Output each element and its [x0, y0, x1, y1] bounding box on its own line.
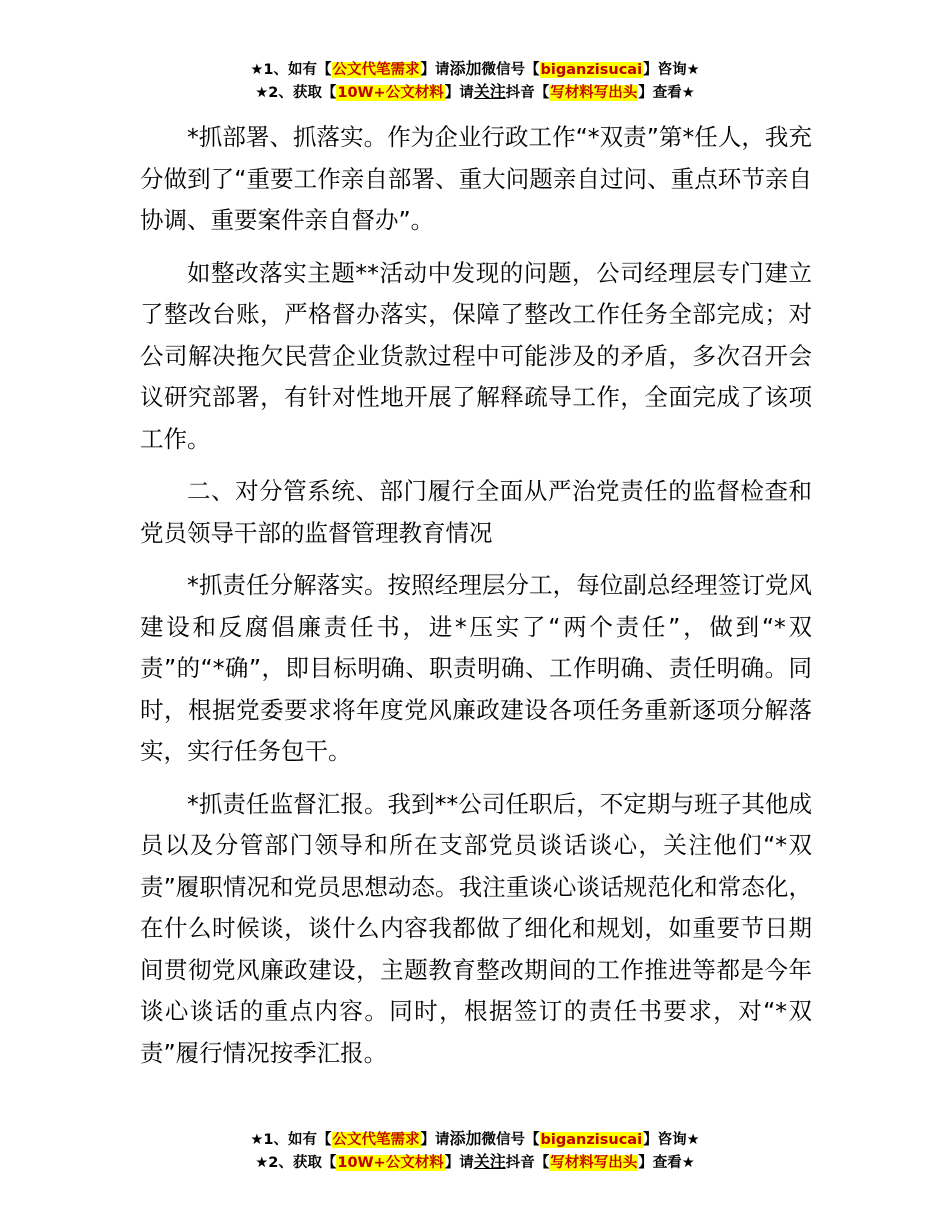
banner-highlight: biganzisucai	[540, 1132, 643, 1148]
banner-highlight: 写材料写出头	[550, 1155, 638, 1171]
banner-highlight: 10W+公文材料	[337, 85, 444, 101]
banner-text: 】查看★	[638, 85, 695, 101]
banner-highlight: 写材料写出头	[550, 85, 638, 101]
banner-text: ★2、获取【	[255, 85, 337, 101]
banner-text: 】咨询★	[643, 62, 700, 78]
banner-text: 】请	[420, 62, 450, 78]
banner-text: 】咨询★	[643, 1132, 700, 1148]
section-heading: 二、对分管系统、部门履行全面从严治党责任的监督检查和党员领导干部的监督管理教育情况	[140, 477, 812, 547]
banner-highlight: biganzisucai	[540, 62, 643, 78]
paragraph: *抓部署、抓落实。作为企业行政工作“*双责”第*任人，我充分做到了“重要工作亲自部署、重大问题亲自过问、重点环节亲自协调、重要案件亲自督办”。	[140, 123, 812, 234]
banner-text: 微信号【	[481, 62, 540, 78]
banner-text: 抖音【	[505, 85, 550, 101]
banner-line-2	[0, 1151, 950, 1174]
banner-text: 抖音【	[505, 1155, 550, 1171]
paragraph: *抓责任监督汇报。我到**公司任职后，不定期与班子其他成员以及分管部门领导和所在支部党员谈话谈心，关注他们“*双责”履职情况和党员思想动态。我注重谈心谈话规范化和常态化，在什么时候谈，谈什么内容我都做了细化和规划，如重要节日期间贯彻党风廉政建设，主题教育整改期间的工作推进等都是今年谈心谈话的重点内容。同时，根据签订的责任书要求，对“*双责”履行情况按季汇报。	[140, 789, 812, 1067]
banner-highlight: 公文代笔需求	[332, 1132, 420, 1148]
banner-line-1	[0, 1128, 950, 1151]
banner-line-1	[0, 58, 950, 81]
banner-text: ★1、如有【	[250, 62, 332, 78]
banner-text: 】请	[444, 1155, 474, 1171]
banner-text: ★1、如有【	[250, 1132, 332, 1148]
banner-emphasis: 添加	[449, 1129, 482, 1148]
banner-text: 】查看★	[638, 1155, 695, 1171]
banner-emphasis: 关注	[473, 82, 506, 101]
banner-text: 】请	[420, 1132, 450, 1148]
paragraph: 如整改落实主题**活动中发现的问题，公司经理层专门建立了整改台账，严格督办落实，保障了整改工作任务全部完成；对公司解决拖欠民营企业货款过程中可能涉及的矛盾，多次召开会议研究部署，有针对性地开展了解释疏导工作，全面完成了该项工作。	[140, 258, 812, 453]
banner-highlight: 10W+公文材料	[337, 1155, 444, 1171]
banner-emphasis: 添加	[449, 59, 482, 78]
banner-text: 】请	[444, 85, 474, 101]
header-banner	[0, 58, 950, 104]
document-body	[140, 117, 812, 1085]
banner-text: ★2、获取【	[255, 1155, 337, 1171]
footer-banner	[0, 1128, 950, 1174]
paragraph: *抓责任分解落实。按照经理层分工，每位副总经理签订党风建设和反腐倡廉责任书，进*压实了“两个责任”，做到“*双责”的“*确”，即目标明确、职责明确、工作明确、责任明确。同时，根据党委要求将年度党风廉政建设各项任务重新逐项分解落实，实行任务包干。	[140, 571, 812, 765]
banner-highlight: 公文代笔需求	[332, 62, 420, 78]
banner-emphasis: 关注	[473, 1152, 506, 1171]
banner-line-2	[0, 81, 950, 104]
banner-text: 微信号【	[481, 1132, 540, 1148]
